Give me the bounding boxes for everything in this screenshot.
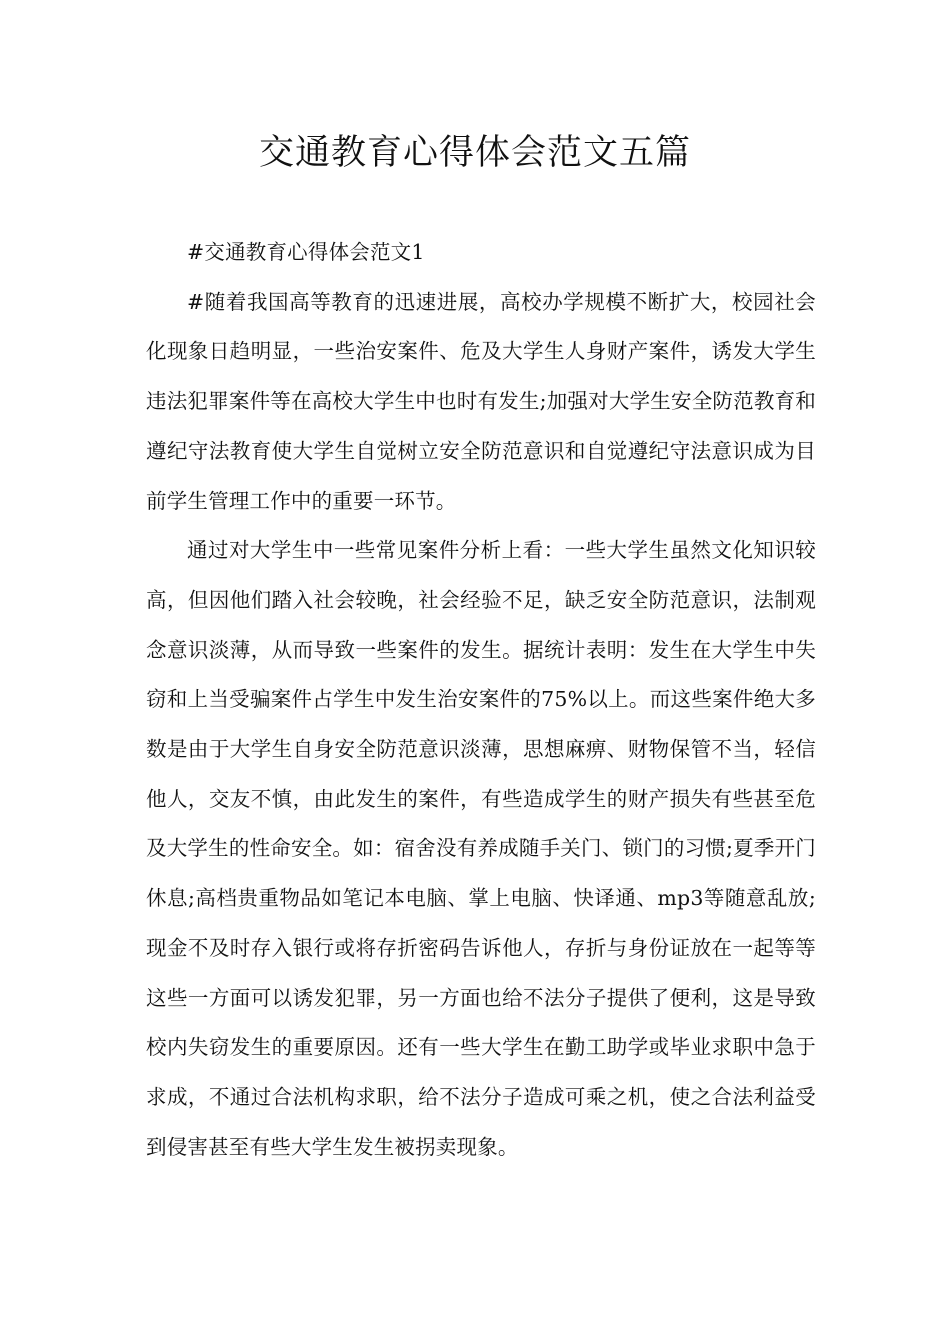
section-heading: #交通教育心得体会范文1 [187,240,425,264]
paragraph: #随着我国高等教育的迅速进展，高校办学规模不断扩大，校园社会化现象日趋明显，一些治安案件、危及大学生人身财产案件，诱发大学生违法犯罪案件等在高校大学生中也时有发生;加强对大学生安全防范教育和遵纪守法教育使大学生自觉树立安全防范意识和自觉遵纪守法意识成为目前学生管理工作中的重要一环节。 [146,289,816,513]
paragraph: 通过对大学生中一些常见案件分析上看：一些大学生虽然文化知识较高，但因他们踏入社会较晚，社会经验不足，缺乏安全防范意识，法制观念意识淡薄，从而导致一些案件的发生。据统计表明：发生在大学生中失窃和上当受骗案件占学生中发生治安案件的75%以上。而这些案件绝大多数是由于大学生自身安全防范意识淡薄，思想麻痹、财物保管不当，轻信他人，交友不慎，由此发生的案件，有些造成学生的财产损失有些甚至危及大学生的性命安全。如：宿舍没有养成随手关门、锁门的习惯;夏季开门休息;高档贵重物品如笔记本电脑、掌上电脑、快译通、mp3等随意乱放;现金不及时存入银行或将存折密码告诉他人，存折与身份证放在一起等等这些一方面可以诱发犯罪，另一方面也给不法分子提供了便利，这是导致校内失窃发生的重要原因。还有一些大学生在勤工助学或毕业求职中急于求成，不通过合法机构求职，给不法分子造成可乘之机，使之合法利益受到侵害甚至有些大学生发生被拐卖现象。 [146,538,816,1159]
document-body [146,228,816,1172]
document-title: 交通教育心得体会范文五篇 [258,133,691,173]
